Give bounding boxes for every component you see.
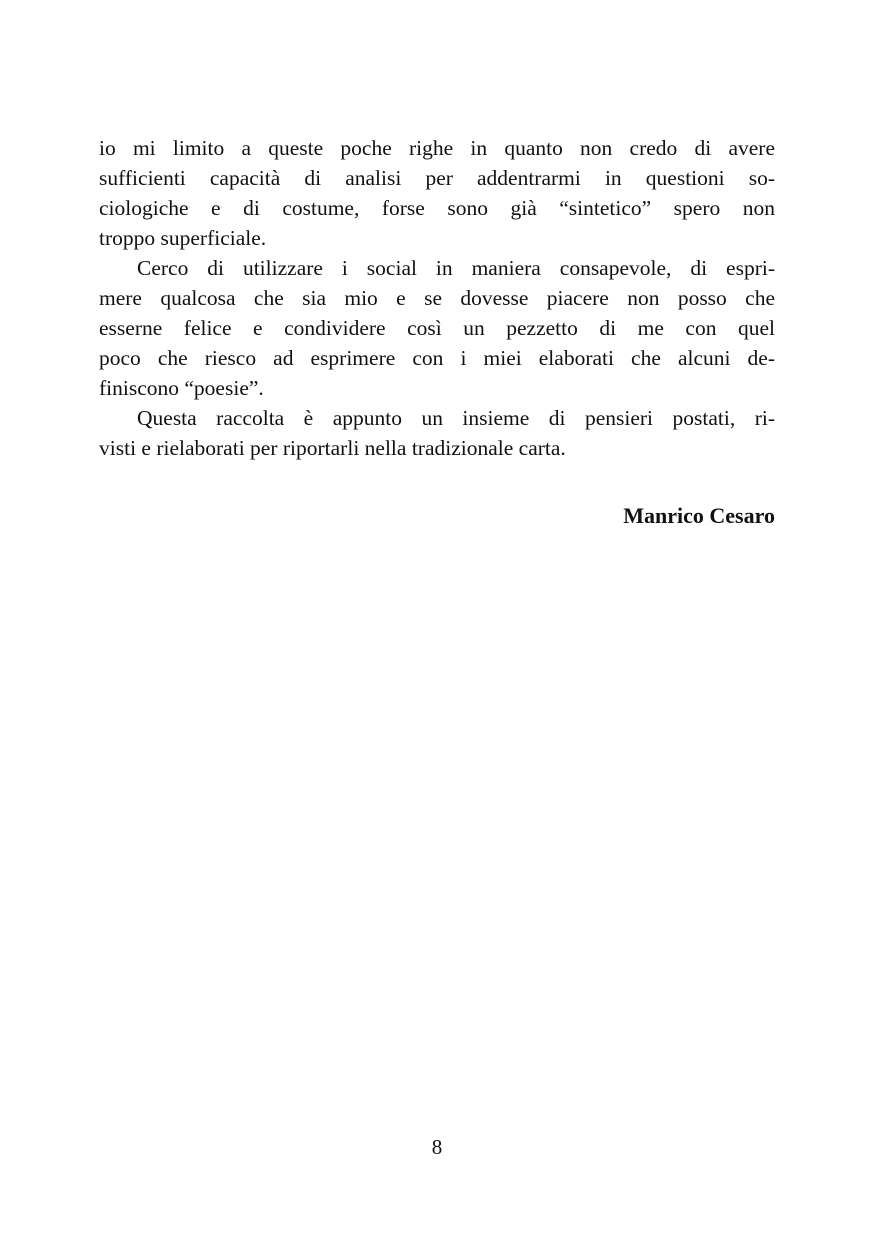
- text-line: Cerco di utilizzare i social in maniera consapevole, di espri-: [137, 256, 775, 280]
- text-block: [99, 133, 775, 463]
- paragraph: [99, 133, 775, 253]
- text-line: poco che riesco ad esprimere con i miei elaborati che alcuni de-: [99, 346, 775, 370]
- text-line: ciologiche e di costume, forse sono già “sintetico” spero non: [99, 196, 775, 220]
- text-line: troppo superficiale.: [99, 226, 267, 250]
- page-number: 8: [431, 1135, 443, 1159]
- text-line: esserne felice e condividere così un pezzetto di me con quel: [99, 316, 775, 340]
- text-content: [99, 133, 775, 531]
- paragraph: [99, 403, 775, 463]
- paragraph: [99, 253, 775, 403]
- text-line: finiscono “poesie”.: [99, 376, 264, 400]
- text-line: io mi limito a queste poche righe in quanto non credo di avere: [99, 136, 775, 160]
- author-signature: Manrico Cesaro: [623, 503, 775, 528]
- text-line: sufficienti capacità di analisi per addentrarmi in questioni so-: [99, 166, 775, 190]
- text-line: Questa raccolta è appunto un insieme di pensieri postati, ri-: [137, 406, 775, 430]
- text-line: visti e rielaborati per riportarli nella tradizionale carta.: [99, 436, 566, 460]
- text-line: mere qualcosa che sia mio e se dovesse piacere non posso che: [99, 286, 775, 310]
